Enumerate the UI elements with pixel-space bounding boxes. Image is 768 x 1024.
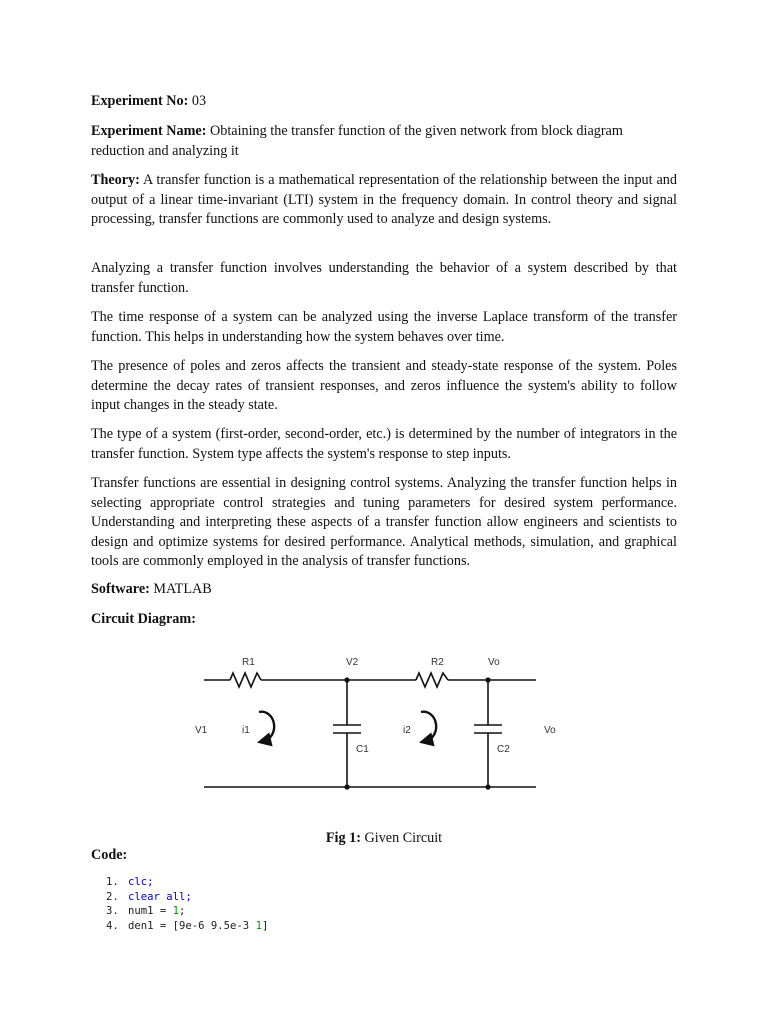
software-value: MATLAB <box>153 581 212 597</box>
experiment-name-label: Experiment Name: <box>91 123 207 139</box>
label-c2: C2 <box>497 744 510 755</box>
theory-paragraph-2: Analyzing a transfer function involves understanding the behavior of a system described by that transfer function. <box>91 260 677 296</box>
mesh-current-i1-arrow <box>259 712 274 741</box>
resistor-r1 <box>230 673 261 687</box>
experiment-no-label: Experiment No: <box>91 93 189 109</box>
resistor-r2 <box>416 673 448 687</box>
line-number: 1. <box>106 876 119 888</box>
experiment-name <box>91 122 677 161</box>
circuit-heading <box>91 610 677 630</box>
experiment-no <box>91 92 677 112</box>
node-bottom-c1 <box>344 784 349 789</box>
code-keyword: clc; <box>128 876 154 888</box>
label-vo-right: Vo <box>544 725 556 736</box>
figure-caption-label: Fig 1: <box>325 830 361 847</box>
line-number: 3. <box>106 905 119 918</box>
theory-label: Theory: <box>91 172 140 188</box>
theory-paragraph-4: The presence of poles and zeros affects the transient and steady-state response of the system. Poles determine the decay rates of transient responses, and zeros influence the system's ability to follow input changes in the steady state. <box>91 358 677 414</box>
label-v1: V1 <box>195 725 208 736</box>
code-listing <box>106 875 268 933</box>
code-text: ; <box>179 905 186 918</box>
software <box>91 580 677 600</box>
line-number: 2. <box>106 890 119 903</box>
circuit-diagram <box>186 648 576 798</box>
label-c1: C1 <box>356 744 369 755</box>
node-bottom-c2 <box>485 784 490 789</box>
mesh-current-i2-arrow <box>421 712 436 741</box>
code-number: 1 <box>172 905 180 918</box>
label-i2: i2 <box>403 725 411 736</box>
code-text: ] <box>261 919 269 932</box>
label-r1: R1 <box>242 657 255 668</box>
code-keyword: clear all; <box>128 890 192 903</box>
line-number: 4. <box>106 919 119 932</box>
theory-paragraph-6: Transfer functions are essential in designing control systems. Analyzing the transfer function helps in selecting appropriate control strategies and tuning parameters for desired system performance. Understanding and interpreting these aspects of a transfer function allow engineers and scientists to design and optimize systems for desired performance. Analytical methods, simulation, and graphical tools are commonly employed in the analysis of transfer functions. <box>91 475 677 570</box>
label-v2: V2 <box>346 657 359 668</box>
figure-caption-text: Given Circuit <box>364 830 443 847</box>
code-line <box>106 890 268 905</box>
experiment-name-value: Obtaining the transfer function of the given network from block diagram <box>210 123 623 139</box>
experiment-name-value-cont: reduction and analyzing it <box>91 142 239 159</box>
theory-text-1: A transfer function is a mathematical representation of the relationship between the input and output of a linear time-invariant (LTI) system in the frequency domain. In control theory and signal processing, transfer functions are commonly used to analyze and design systems. <box>91 172 677 228</box>
theory-paragraph-1 <box>91 171 677 230</box>
node-v2 <box>344 677 349 682</box>
code-line <box>106 875 268 890</box>
code-text: den1 = [9e-6 9.5e-3 <box>128 919 256 932</box>
code-heading <box>91 846 677 866</box>
code-line <box>106 919 268 934</box>
node-vo <box>485 677 490 682</box>
code-text: num1 = <box>128 905 173 918</box>
label-i1: i1 <box>242 725 250 736</box>
label-vo-top: Vo <box>488 657 500 668</box>
code-heading-text: Code: <box>91 847 128 863</box>
label-r2: R2 <box>431 657 444 668</box>
theory-paragraph-5: The type of a system (first-order, second-order, etc.) is determined by the number of integrators in the transfer function. System type affects the system's response to step inputs. <box>91 426 677 462</box>
code-line <box>106 904 268 919</box>
software-label: Software: <box>91 581 150 597</box>
experiment-no-value: 03 <box>191 93 207 109</box>
theory-paragraph-3: The time response of a system can be analyzed using the inverse Laplace transform of the transfer function. This helps in understanding how the system behaves over time. <box>91 309 677 345</box>
circuit-heading-text: Circuit Diagram: <box>91 611 196 627</box>
code-number: 1 <box>255 919 262 932</box>
